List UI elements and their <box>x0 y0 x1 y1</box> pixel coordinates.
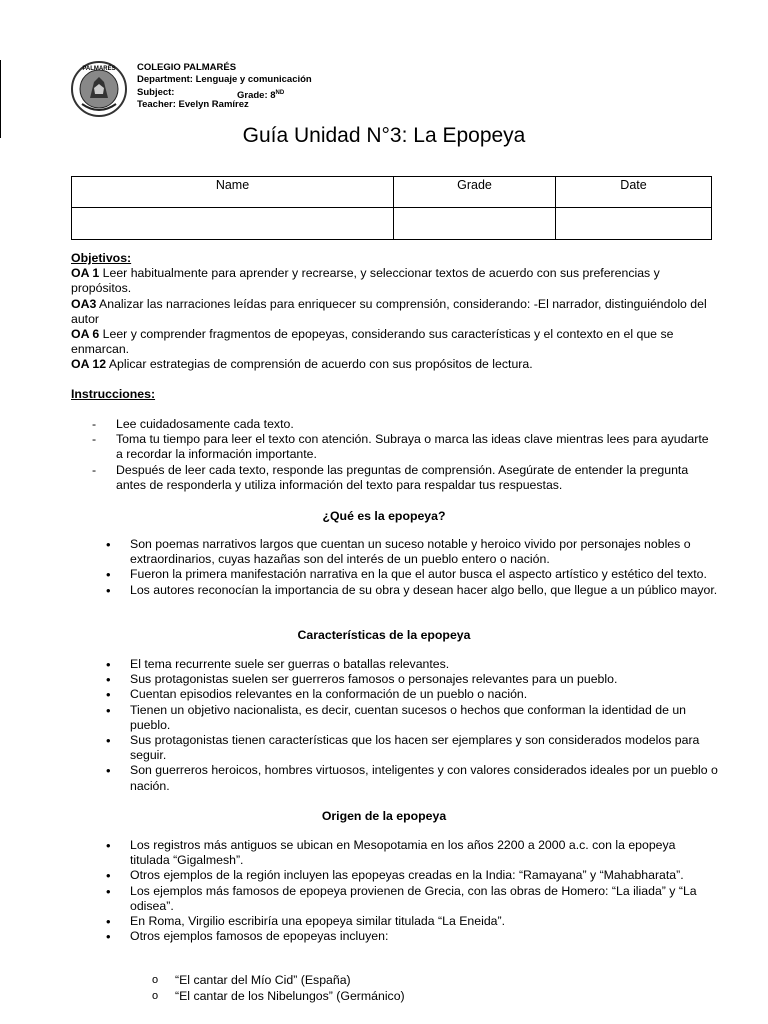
objectives-heading: Objetivos: <box>71 251 132 265</box>
name-field[interactable] <box>72 208 394 240</box>
instructions-heading-wrap <box>71 387 721 402</box>
objective-item: OA 1 Leer habitualmente para aprender y recrearse, y seleccionar textos de acuerdo con sus preferencias y propósitos. <box>71 266 660 296</box>
grade-field[interactable] <box>394 208 556 240</box>
list-item: o “El cantar del Mío Cid” (España) <box>152 973 712 989</box>
list-item: • Los autores reconocían la importancia de su obra y desean hacer algo bello, que llegue a un público mayor. <box>106 583 718 598</box>
list-item: • Fueron la primera manifestación narrativa en la que el autor busca el aspecto artístico y estético del texto. <box>106 567 718 582</box>
features-list <box>106 657 718 794</box>
list-item: • El tema recurrente suele ser guerras o batallas relevantes. <box>106 657 718 672</box>
section-heading-origin: Origen de la epopeya <box>321 809 447 823</box>
teacher: Teacher: Evelyn Ramírez <box>137 99 249 111</box>
list-item: • Otros ejemplos famosos de epopeyas incluyen: <box>106 929 718 944</box>
origin-sublist <box>152 973 712 1004</box>
list-item: - Después de leer cada texto, responde las preguntas de comprensión. Asegúrate de entender la pregunta antes de responderla y utiliza información del texto para respaldar tus respuestas. <box>92 463 712 493</box>
svg-text:PALMARÉS: PALMARÉS <box>82 66 116 72</box>
list-item: • Son poemas narrativos largos que cuentan un suceso notable y heroico vivido por personajes nobles o extraordinarios, cuyas hazañas son del interés de un pueblo entero o nación. <box>106 537 718 567</box>
name-header: Name <box>72 177 394 208</box>
list-item: • Otros ejemplos de la región incluyen las epopeyas creadas en la India: “Ramayana” y “Mahabharata”. <box>106 868 718 883</box>
school-name: COLEGIO PALMARÉS <box>137 62 237 73</box>
objective-item: OA 6 Leer y comprender fragmentos de epopeyas, considerando sus características y el contexto en el que se enmarcan. <box>71 327 674 357</box>
list-item: o “El cantar de los Nibelungos” (Germánico) <box>152 989 712 1005</box>
subject-label: Subject: <box>137 86 175 98</box>
objectives-section <box>71 251 721 373</box>
date-field[interactable] <box>556 208 712 240</box>
document-title: Guía Unidad N°3: La Epopeya <box>242 124 526 147</box>
objective-item: OA3 Analizar las narraciones leídas para enriquecer su comprensión, considerando: -El narrador, distinguiéndolo del autor <box>71 296 707 326</box>
instructions-list <box>92 417 712 493</box>
objective-item: OA 12 Aplicar estrategias de comprensión de acuerdo con sus propósitos de lectura. <box>71 357 533 372</box>
grade-label: Grade: 8ND <box>237 89 285 101</box>
list-item: • Los registros más antiguos se ubican en Mesopotamia en los años 2200 a 2000 a.c. con la epopeya titulada “Gigalmesh”. <box>106 838 718 868</box>
list-item: - Toma tu tiempo para leer el texto con atención. Subraya o marca las ideas clave mientras lees para ayudarte a recordar la información importante. <box>92 432 712 462</box>
list-item: • Tienen un objetivo nacionalista, es decir, cuentan sucesos o hechos que conforman la identidad de un pueblo. <box>106 703 718 733</box>
list-item: • Sus protagonistas suelen ser guerreros famosos o personajes relevantes para un pueblo. <box>106 672 718 687</box>
student-info-table <box>71 176 712 240</box>
list-item: • Sus protagonistas tienen características que los hacen ser ejemplares y son considerados modelos para seguir. <box>106 733 718 763</box>
school-logo <box>70 60 128 118</box>
section-heading-what: ¿Qué es la epopeya? <box>322 509 446 523</box>
department: Department: Lenguaje y comunicación <box>137 74 312 86</box>
school-info <box>137 62 312 112</box>
list-item: • En Roma, Virgilio escribiría una epopeya similar titulada “La Eneida”. <box>106 914 718 929</box>
list-item: • Los ejemplos más famosos de epopeya provienen de Grecia, con las obras de Homero: “La iliada” y “La odisea”. <box>106 884 718 914</box>
section-heading-features: Características de la epopeya <box>297 628 471 642</box>
list-item: - Lee cuidadosamente cada texto. <box>92 417 712 432</box>
grade-header: Grade <box>394 177 556 208</box>
origin-list <box>106 838 718 944</box>
what-list <box>106 537 718 598</box>
instructions-heading: Instrucciones: <box>71 387 156 401</box>
list-item: • Son guerreros heroicos, hombres virtuosos, inteligentes y con valores considerados ideales por un pueblo o nación. <box>106 763 718 793</box>
date-header: Date <box>556 177 712 208</box>
subject-line <box>137 87 312 99</box>
list-item: • Cuentan episodios relevantes en la conformación de un pueblo o nación. <box>106 687 718 702</box>
